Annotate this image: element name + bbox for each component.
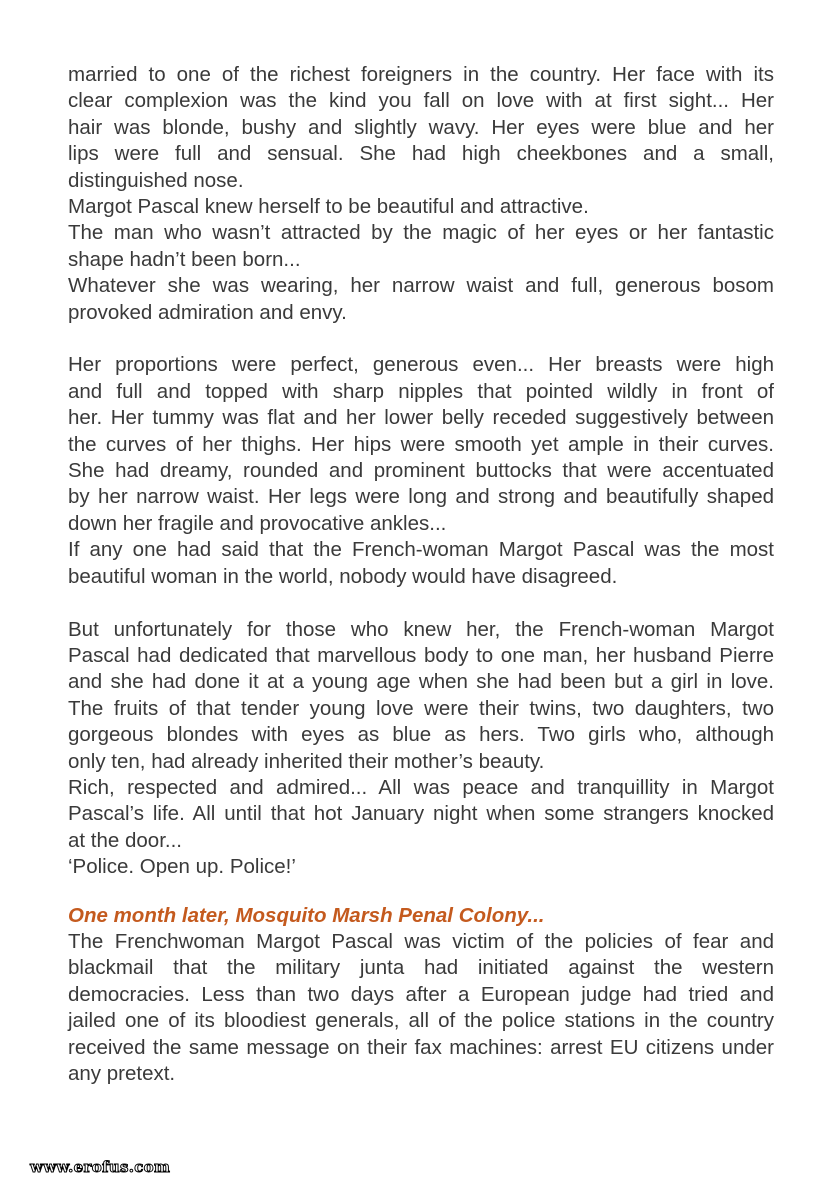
document-page — [68, 62, 774, 1087]
text-line: and full and topped with sharp nipples that pointed wildly in front of — [68, 379, 774, 403]
paragraph-rich — [68, 775, 774, 854]
text-line: by her narrow waist. Her legs were long and strong and beautifully shaped — [68, 485, 774, 509]
text-line: any pretext. — [68, 1062, 176, 1085]
text-line: democracies. Less than two days after a European judge had tried and — [68, 982, 774, 1006]
paragraph-police — [68, 854, 774, 880]
section-heading: One month later, Mosquito Marsh Penal Colony... — [68, 903, 545, 927]
text-line: Rich, respected and admired... All was peace and tranquillity in Margot — [68, 775, 774, 799]
text-line: Pascal had dedicated that marvellous body to one man, her husband Pierre — [68, 643, 774, 667]
text-line: Whatever she was wearing, her narrow waist and full, generous bosom — [68, 274, 774, 298]
text-line: the curves of her thighs. Her hips were smooth yet ample in their curves. — [68, 432, 774, 456]
text-line: received the same message on their fax machines: arrest EU citizens under — [68, 1035, 774, 1059]
text-line: blackmail that the military junta had initiated against the western — [68, 956, 774, 980]
paragraph-intro — [68, 62, 774, 194]
text-line: gorgeous blondes with eyes as blue as hers. Two girls who, although — [68, 723, 774, 747]
paragraph-most-beautiful — [68, 537, 774, 590]
paragraph-unfortunately — [68, 617, 774, 775]
text-line: ‘Police. Open up. Police!’ — [68, 855, 296, 879]
text-line: Margot Pascal knew herself to be beautiful and attractive. — [68, 195, 589, 219]
paragraph-spacer — [68, 326, 774, 352]
text-line: If any one had said that the French-woman Margot Pascal was the most — [68, 538, 774, 562]
paragraph-magic — [68, 220, 774, 273]
text-line: Her proportions were perfect, generous even... Her breasts were high — [68, 353, 774, 377]
text-line: The man who wasn’t attracted by the magic of her eyes or her fantastic — [68, 221, 774, 245]
text-line: The fruits of that tender young love were their twins, two daughters, two — [68, 696, 774, 720]
text-line: clear complexion was the kind you fall on love with at first sight... Her — [68, 89, 774, 113]
text-line: shape hadn’t been born... — [68, 247, 301, 271]
watermark: www.erofus.com — [30, 1158, 171, 1176]
text-line: hair was blonde, bushy and slightly wavy. Her eyes were blue and her — [68, 115, 774, 139]
text-line: The Frenchwoman Margot Pascal was victim of the policies of fear and — [68, 929, 774, 953]
text-line: her. Her tummy was flat and her lower belly receded suggestively between — [68, 406, 774, 430]
paragraph-frenchwoman — [68, 929, 774, 1087]
paragraph-beautiful — [68, 194, 774, 220]
text-line: Pascal’s life. All until that hot January night when some strangers knocked — [68, 802, 774, 826]
paragraph-proportions — [68, 352, 774, 537]
text-line: married to one of the richest foreigners in the country. Her face with its — [68, 63, 774, 86]
paragraph-spacer — [68, 590, 774, 616]
text-line: provoked admiration and envy. — [68, 300, 347, 324]
text-line: But unfortunately for those who knew her, the French-woman Margot — [68, 617, 774, 641]
text-line: and she had done it at a young age when she had been but a girl in love. — [68, 670, 774, 694]
paragraph-wearing — [68, 273, 774, 326]
text-line: down her fragile and provocative ankles... — [68, 511, 447, 535]
text-line: She had dreamy, rounded and prominent buttocks that were accentuated — [68, 459, 774, 483]
text-line: jailed one of its bloodiest generals, all of the police stations in the country — [68, 1009, 774, 1033]
text-line: only ten, had already inherited their mother’s beauty. — [68, 749, 545, 773]
paragraph-spacer — [68, 881, 774, 897]
text-line: lips were full and sensual. She had high cheekbones and a small, — [68, 142, 774, 166]
text-line: distinguished nose. — [68, 168, 244, 192]
text-line: at the door... — [68, 828, 182, 852]
text-line: beautiful woman in the world, nobody would have disagreed. — [68, 564, 618, 588]
